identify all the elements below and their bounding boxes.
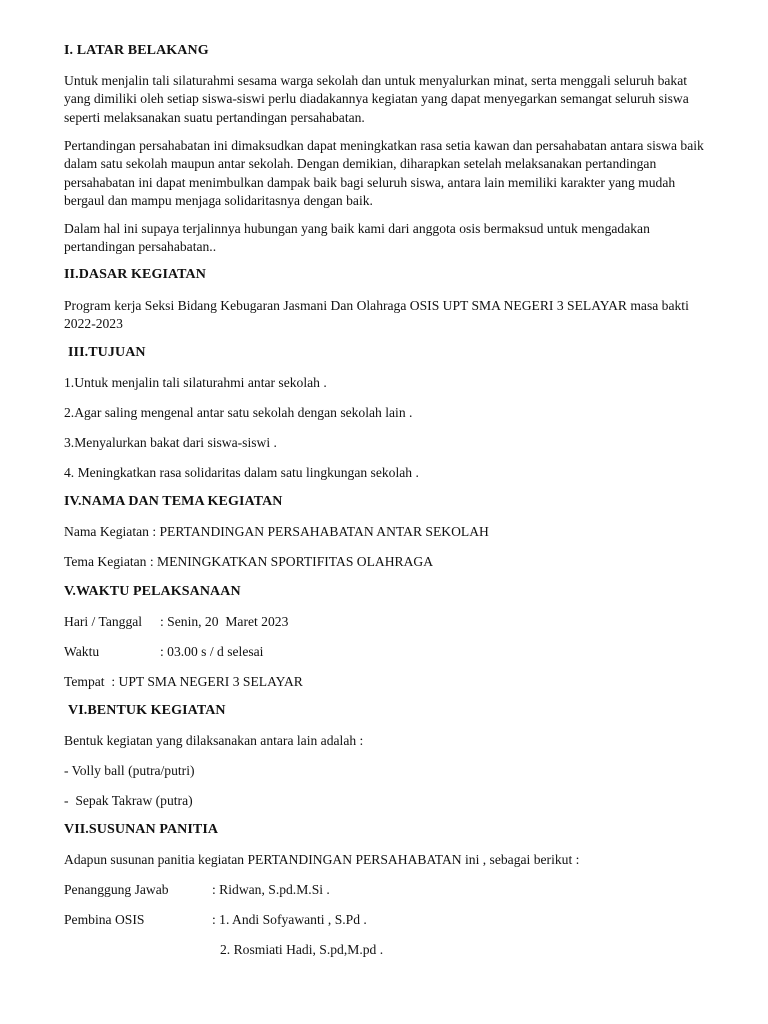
heading-waktu-pelaksanaan: V.WAKTU PELAKSANAAN (64, 584, 241, 599)
tempat: Tempat : UPT SMA NEGERI 3 SELAYAR (64, 674, 303, 689)
list-item-tujuan-1: 1.Untuk menjalin tali silaturahmi antar sekolah . (64, 375, 327, 390)
bentuk-kegiatan-intro: Bentuk kegiatan yang dilaksanakan antara lain adalah : (64, 733, 364, 748)
tema-kegiatan: Tema Kegiatan : MENINGKATKAN SPORTIFITAS OLAHRAGA (64, 554, 434, 569)
heading-dasar-kegiatan: II.DASAR KEGIATAN (64, 267, 206, 282)
list-item-kegiatan-2: - Sepak Takraw (putra) (64, 793, 193, 808)
heading-susunan-panitia: VII.SUSUNAN PANITIA (64, 822, 219, 837)
penanggung-jawab-label: Penanggung Jawab (64, 882, 169, 897)
heading-bentuk-kegiatan: VI.BENTUK KEGIATAN (68, 703, 226, 718)
pembina-osis-value-1: : 1. Andi Sofyawanti , S.Pd . (212, 912, 367, 927)
nama-kegiatan: Nama Kegiatan : PERTANDINGAN PERSAHABATAN ANTAR SEKOLAH (64, 524, 489, 539)
heading-latar-belakang: I. LATAR BELAKANG (64, 43, 209, 58)
list-item-tujuan-4: 4. Meningkatkan rasa solidaritas dalam satu lingkungan sekolah . (64, 465, 419, 480)
heading-nama-tema: IV.NAMA DAN TEMA KEGIATAN (64, 494, 283, 509)
hari-tanggal-label: Hari / Tanggal (64, 614, 143, 629)
paragraph-dasar-kegiatan: Program kerja Seksi Bidang Kebugaran Jasmani Dan Olahraga OSIS UPT SMA NEGERI 3 SELAYAR masa bakti 2022-2023 (64, 298, 689, 332)
penanggung-jawab-value: : Ridwan, S.pd.M.Si . (212, 882, 330, 897)
waktu-label: Waktu (64, 644, 100, 659)
paragraph-latar-belakang-2: Pertandingan persahabatan ini dimaksudkan dapat meningkatkan rasa setia kawan dan persahabatan antara siswa baik dalam satu sekolah maupun antar sekolah. Dengan demikian, diharapkan setelah melaksanakan pertandingan persahabatan ini dapat menimbulkan dampak baik bagi seluruh siswa, antara lain memiliki karakter yang mudah bergaul dan mampu menjaga solidaritasnya dengan baik. (64, 138, 704, 208)
list-item-tujuan-2: 2.Agar saling mengenal antar satu sekolah dengan sekolah lain . (64, 405, 413, 420)
list-item-tujuan-3: 3.Menyalurkan bakat dari siswa-siswi . (64, 435, 277, 450)
waktu-value: : 03.00 s / d selesai (160, 644, 264, 659)
hari-tanggal-value: : Senin, 20 Maret 2023 (160, 614, 289, 629)
pembina-osis-label: Pembina OSIS (64, 912, 145, 927)
heading-tujuan: III.TUJUAN (68, 345, 146, 360)
paragraph-latar-belakang-3: Dalam hal ini supaya terjalinnya hubungan yang baik kami dari anggota osis bermaksud untuk mengadakan pertandingan persahabatan.. (64, 221, 650, 255)
susunan-panitia-intro: Adapun susunan panitia kegiatan PERTANDINGAN PERSAHABATAN ini , sebagai berikut : (64, 852, 580, 867)
paragraph-latar-belakang-1: Untuk menjalin tali silaturahmi sesama warga sekolah dan untuk menyalurkan minat, serta menggali seluruh bakat yang dimiliki oleh setiap siswa-siswi perlu diadakannya kegiatan yang dapat menyegarkan semangat seluruh siswa seperti melaksanakan suatu pertandingan persahabatan. (64, 73, 689, 125)
pembina-osis-value-2: 2. Rosmiati Hadi, S.pd,M.pd . (220, 942, 384, 957)
list-item-kegiatan-1: - Volly ball (putra/putri) (64, 763, 195, 778)
